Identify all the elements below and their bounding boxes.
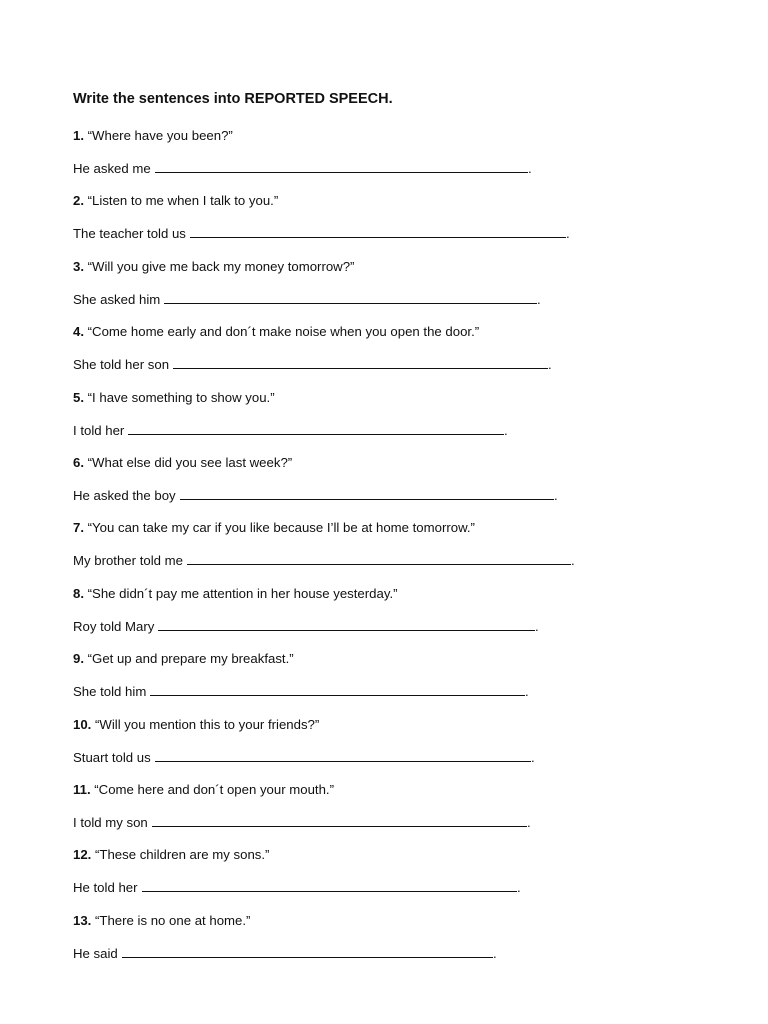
answer-blank[interactable] <box>155 749 531 762</box>
answer-line <box>73 225 570 243</box>
answer-period: . <box>554 488 558 503</box>
answer-prompt: She asked him <box>73 292 161 307</box>
answer-blank[interactable] <box>180 487 554 500</box>
question-line <box>73 781 334 799</box>
answer-period: . <box>528 161 532 176</box>
answer-line <box>73 291 541 309</box>
direct-speech-quote: “You can take my car if you like because I’ll be at home tomorrow.” <box>84 520 475 535</box>
question-number: 6. <box>73 455 84 470</box>
answer-line <box>73 487 558 505</box>
question-line <box>73 192 278 210</box>
direct-speech-quote: “Will you give me back my money tomorrow?” <box>84 259 355 274</box>
direct-speech-quote: “There is no one at home.” <box>91 913 251 928</box>
answer-blank[interactable] <box>128 422 504 435</box>
answer-prompt: He said <box>73 946 118 961</box>
answer-line <box>73 814 531 832</box>
question-line <box>73 258 354 276</box>
answer-period: . <box>531 750 535 765</box>
answer-line <box>73 552 575 570</box>
direct-speech-quote: “Where have you been?” <box>84 128 233 143</box>
answer-line <box>73 422 508 440</box>
answer-line <box>73 749 535 767</box>
question-line <box>73 650 294 668</box>
answer-prompt: He asked me <box>73 161 151 176</box>
answer-prompt: He asked the boy <box>73 488 176 503</box>
answer-period: . <box>527 815 531 830</box>
direct-speech-quote: “Will you mention this to your friends?” <box>91 717 320 732</box>
page-title: Write the sentences into REPORTED SPEECH. <box>73 91 393 107</box>
answer-line <box>73 683 529 701</box>
answer-blank[interactable] <box>155 160 528 173</box>
question-number: 5. <box>73 390 84 405</box>
question-number: 10. <box>73 717 92 732</box>
question-number: 4. <box>73 324 84 339</box>
direct-speech-quote: “Get up and prepare my breakfast.” <box>84 651 294 666</box>
answer-prompt: Stuart told us <box>73 750 151 765</box>
answer-line <box>73 618 539 636</box>
answer-period: . <box>517 880 521 895</box>
answer-period: . <box>525 684 529 699</box>
question-number: 9. <box>73 651 84 666</box>
question-line <box>73 846 269 864</box>
question-line <box>73 912 250 930</box>
answer-line <box>73 945 497 963</box>
question-number: 13. <box>73 913 92 928</box>
direct-speech-quote: “Come here and don´t open your mouth.” <box>90 782 334 797</box>
direct-speech-quote: “What else did you see last week?” <box>84 455 293 470</box>
answer-period: . <box>571 553 575 568</box>
direct-speech-quote: “I have something to show you.” <box>84 390 275 405</box>
question-number: 1. <box>73 128 84 143</box>
answer-blank[interactable] <box>122 945 493 958</box>
question-number: 7. <box>73 520 84 535</box>
question-line <box>73 127 233 145</box>
answer-blank[interactable] <box>187 552 571 565</box>
question-line <box>73 323 479 341</box>
direct-speech-quote: “She didn´t pay me attention in her house yesterday.” <box>84 586 398 601</box>
answer-period: . <box>548 357 552 372</box>
answer-prompt: Roy told Mary <box>73 619 155 634</box>
answer-blank[interactable] <box>150 683 525 696</box>
answer-prompt: The teacher told us <box>73 226 186 241</box>
question-line <box>73 585 398 603</box>
direct-speech-quote: “Come home early and don´t make noise when you open the door.” <box>84 324 480 339</box>
answer-period: . <box>566 226 570 241</box>
answer-line <box>73 160 532 178</box>
answer-blank[interactable] <box>173 356 548 369</box>
answer-prompt: He told her <box>73 880 138 895</box>
answer-prompt: I told my son <box>73 815 148 830</box>
answer-line <box>73 879 521 897</box>
answer-prompt: She told him <box>73 684 147 699</box>
direct-speech-quote: “These children are my sons.” <box>91 847 270 862</box>
question-line <box>73 389 275 407</box>
answer-period: . <box>535 619 539 634</box>
answer-period: . <box>504 423 508 438</box>
question-number: 3. <box>73 259 84 274</box>
answer-blank[interactable] <box>142 879 517 892</box>
question-number: 8. <box>73 586 84 601</box>
answer-period: . <box>493 946 497 961</box>
answer-blank[interactable] <box>158 618 535 631</box>
question-line <box>73 716 319 734</box>
answer-prompt: My brother told me <box>73 553 183 568</box>
answer-blank[interactable] <box>152 814 527 827</box>
answer-prompt: I told her <box>73 423 125 438</box>
answer-blank[interactable] <box>190 225 566 238</box>
answer-prompt: She told her son <box>73 357 170 372</box>
answer-blank[interactable] <box>164 291 537 304</box>
question-line <box>73 519 475 537</box>
question-number: 2. <box>73 193 84 208</box>
question-number: 12. <box>73 847 92 862</box>
answer-period: . <box>537 292 541 307</box>
question-line <box>73 454 292 472</box>
question-number: 11. <box>73 782 91 797</box>
direct-speech-quote: “Listen to me when I talk to you.” <box>84 193 279 208</box>
answer-line <box>73 356 552 374</box>
